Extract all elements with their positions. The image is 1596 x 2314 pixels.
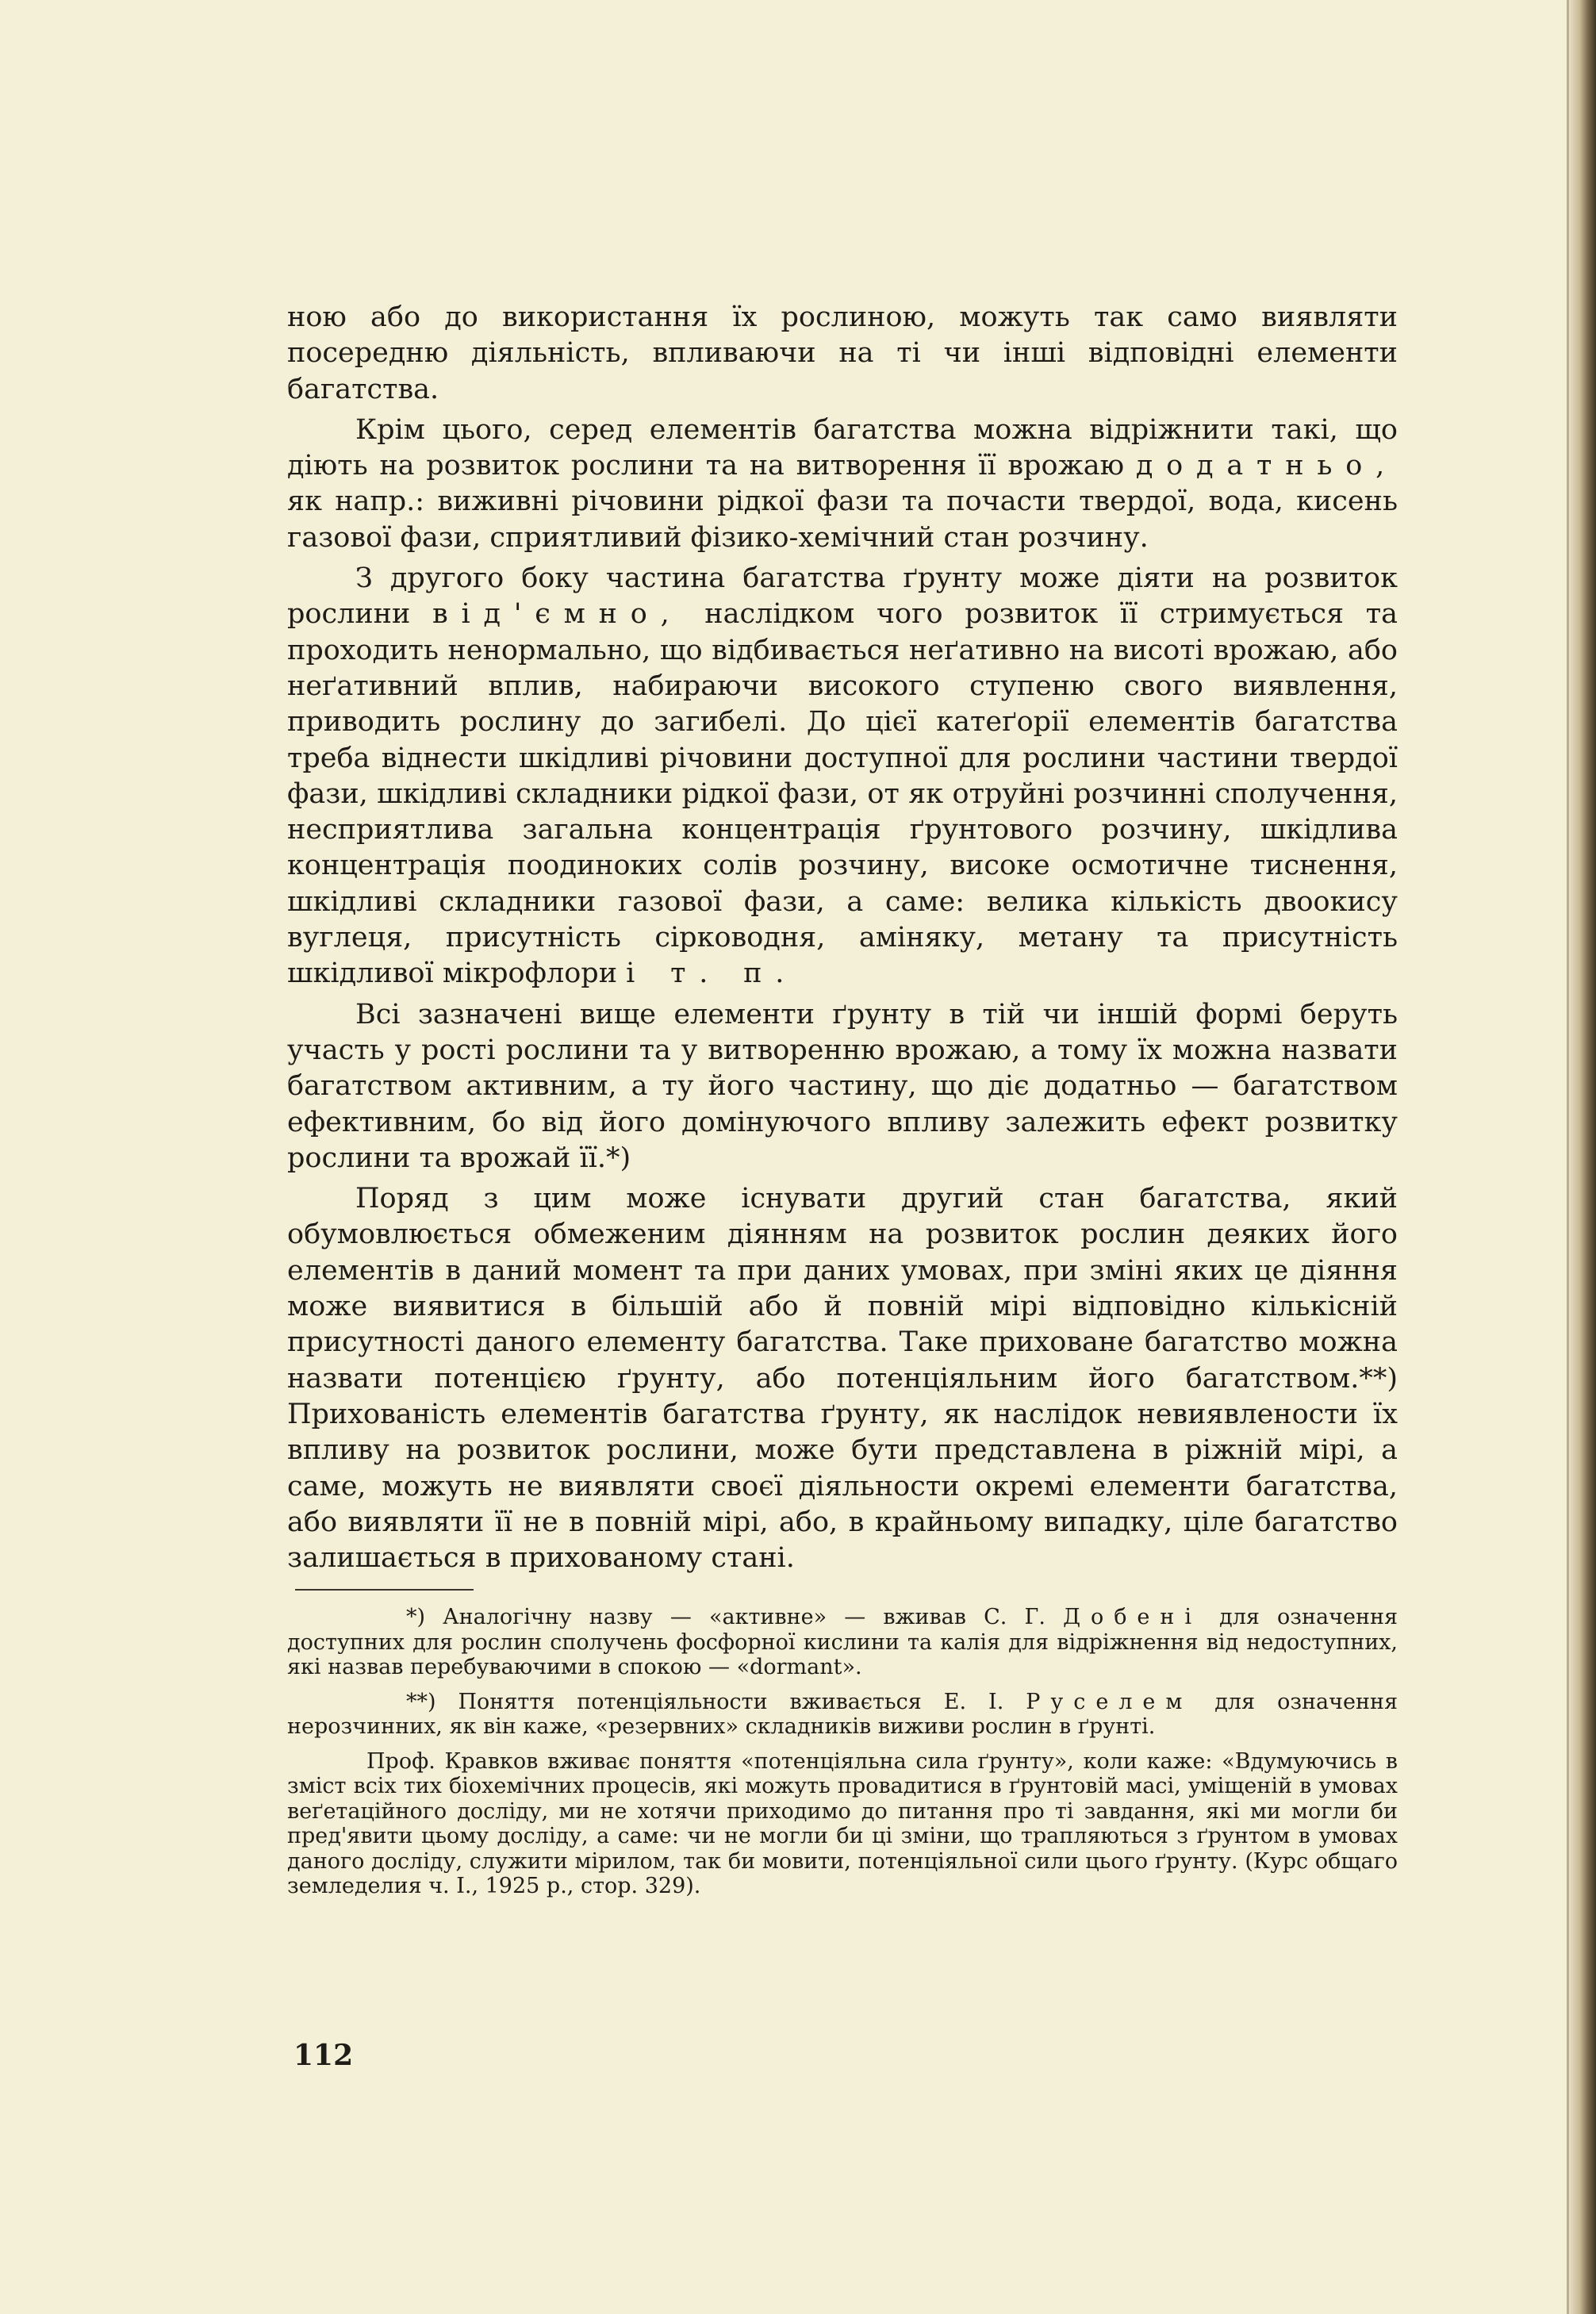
spaced-word-dodatno: додатньо, [1135, 450, 1398, 482]
paragraph-4: Всі зазначені вище елементи ґрунту в тій чи іншій формі беруть участь у рості рослини та у витворенню врожаю, а тому їх можна назвати багатством активним, а ту його частину, що діє додатньо — багатством ефективним, бо від його домінуючого впливу залежить ефект розвитку рослини та врожай її.*) [287, 998, 1398, 1174]
paragraph-5: Поряд з цим може існувати другий стан багатства, який обумовлюється обмеженим діянням на розвиток рослин деяких його елементів в даний момент та при даних умовах, при зміні яких це діяння може виявитися в більшій або й повній мірі відповідно кількісній присутності даного елементу багатства. Таке приховане багатство можна назвати потенцією ґрунту, або потенціяльним його багатством.**) Прихованість елементів багатства ґрунту, як наслідок невиявлености їх впливу на розвиток рослини, може бути представлена в ріжній мірі, а саме, можуть не виявляти своєї діяльности окремі елементи багатства, або виявляти її не в повній мірі, або, в крайньому випадку, ціле багатство залишається в прихованому стані. [287, 1183, 1398, 1575]
footnote-2-start: **) Поняття потенціяльности вживається Е. І. [406, 1689, 1004, 1714]
footnote-1-end: для означення доступних для рослин сполучень фосфорної кислини та калія для відріжнення від недоступних, які назвав перебуваючими в спокою — «dormant». [287, 1605, 1398, 1680]
spaced-name-dobeni: Добені [1063, 1605, 1202, 1630]
paragraph-3-end: наслідком чого розвиток її стримується та проходить ненормально, що відбивається неґативно на висоті врожаю, або неґативний вплив, набираючи високого ступеню свого виявлення, приводить рослину до загибелі. До цієї катеґорії елементів багатства треба віднести шкідливі річовини доступної для рослини частини твердої фази, шкідливі складники рідкої фази, от як отруйні розчинні сполучення, несприятлива загальна концентрація ґрунтового розчину, шкідлива концентрація поодиноких солів розчину, високе осмотичне тиснення, шкідливі складники газової фази, а саме: велика кількість двоокису вуглеця, присутність сірководня, аміняку, метану та присутність шкідливої мікрофлори [287, 598, 1398, 990]
paragraph-2-start: Крім цього, серед елементів багатства можна відріжнити такі, що діють на розвиток рослини та на витворення її врожаю [287, 413, 1398, 482]
paragraph-3 [287, 561, 1398, 992]
spaced-abbrev-itp: і т. п. [626, 957, 798, 990]
footnote-2 [287, 1690, 1398, 1740]
footnote-separator [295, 1589, 474, 1591]
main-text [287, 300, 1398, 1909]
spaced-name-russel: Руселем [1026, 1689, 1193, 1714]
paragraph-2-end: як напр.: виживні річовини рідкої фази та почасти твердої, вода, кисень газової фази, сприятливий фізико-хемічний стан розчину. [287, 485, 1398, 554]
paragraph-1: ною або до використання їх рослиною, можуть так само виявляти посередню діяльність, впливаючи на ті чи інші відповідні елементи багатства. [287, 301, 1398, 405]
footnote-1 [287, 1605, 1398, 1680]
page-number: 112 [293, 2039, 354, 2072]
footnote-3: Проф. Кравков вживає поняття «потенціяльна сила ґрунту», коли каже: «Вдумуючись в зміст всіх тих біохемічних процесів, які можуть провадитися в ґрунтовій масі, уміщеній в умовах веґетаційного досліду, ми не хотячи приходимо до питання про ті завдання, які ми могли би пред'явити цьому досліду, а саме: чи не могли би ці зміни, що трапляються з ґрунтом в умовах даного досліду, служити мірилом, так би мовити, потенціяльної сили цього ґрунту. (Курс общаго земледелия ч. І., 1925 р., стор. 329). [287, 1748, 1398, 1899]
footnote-2-end: для означення нерозчинних, як він каже, «резервних» складників виживи рослин в ґрунті. [287, 1689, 1398, 1740]
spaced-word-vidyemno: від'ємно, [432, 598, 683, 631]
footnote-1-start: *) Аналогічну назву — «активне» — вживав С. Г. [406, 1605, 1045, 1630]
book-spine [1569, 0, 1596, 2314]
paragraph-2 [287, 413, 1398, 556]
paragraph-3-start: З другого боку частина багатства ґрунту може діяти на розвиток рослини [287, 562, 1398, 631]
